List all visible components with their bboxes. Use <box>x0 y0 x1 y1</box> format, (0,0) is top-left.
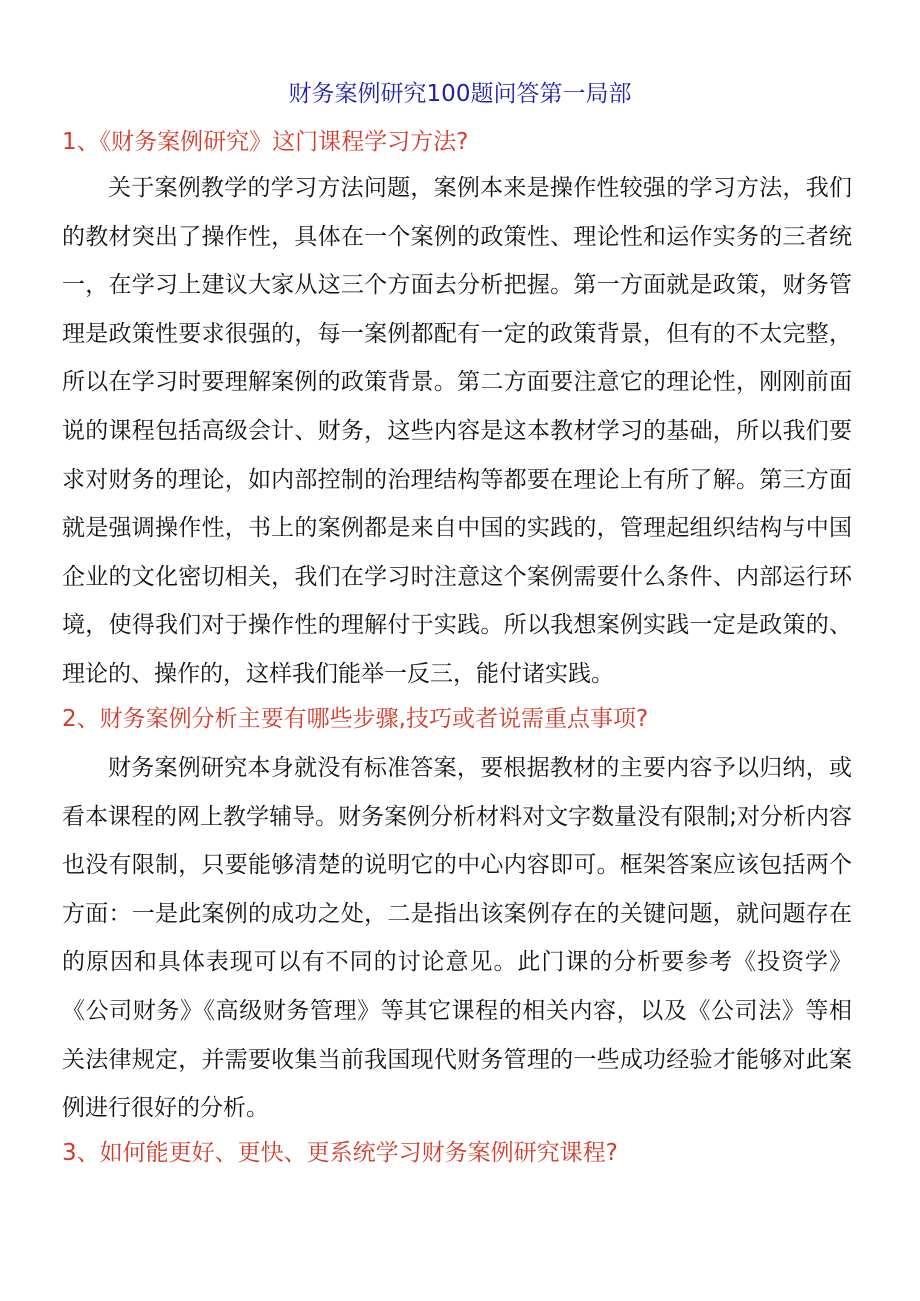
question-2-heading: 2、财务案例分析主要有哪些步骤,技巧或者说需重点事项? <box>62 706 649 732</box>
document-title: 财务案例研究100题问答第一局部 <box>288 81 632 107</box>
question-1-answer: 关于案例教学的学习方法问题，案例本来是操作性较强的学习方法，我们的教材突出了操作性，具体在一个案例的政策性、理论性和运作实务的三者统一，在学习上建议大家从这三个方面去分析把握。第一方面就是政策，财务管理是政策性要求很强的，每一案例都配有一定的政策背景，但有的不太完整，所以在学习时要理解案例的政策背景。第二方面要注意它的理论性，刚刚前面说的课程包括高级会计、财务，这些内容是这本教材学习的基础，所以我们要求对财务的理论，如内部控制的治理结构等都要在理论上有所了解。第三方面就是强调操作性，书上的案例都是来自中国的实践的，管理起组织结构与中国企业的文化密切相关，我们在学习时注意这个案例需要什么条件、内部运行环境，使得我们对于操作性的理解付于实践。所以我想案例实践一定是政策的、理论的、操作的，这样我们能举一反三，能付诸实践。 <box>62 175 852 687</box>
question-1-heading: 1、《财务案例研究》这门课程学习方法? <box>62 129 469 155</box>
question-3-heading: 3、如何能更好、更快、更系统学习财务案例研究课程? <box>62 1140 618 1166</box>
question-2-answer: 财务案例研究本身就没有标准答案，要根据教材的主要内容予以归纳，或看本课程的网上教学辅导。财务案例分析材料对文字数量没有限制;对分析内容也没有限制，只要能够清楚的说明它的中心内容即可。框架答案应该包括两个方面：一是此案例的成功之处，二是指出该案例存在的关键问题，就问题存在的原因和具体表现可以有不同的讨论意见。此门课的分析要参考《投资学》《公司财务》《高级财务管理》等其它课程的相关内容，以及《公司法》等相关法律规定，并需要收集当前我国现代财务管理的一些成功经验才能够对此案例进行很好的分析。 <box>62 755 852 1122</box>
